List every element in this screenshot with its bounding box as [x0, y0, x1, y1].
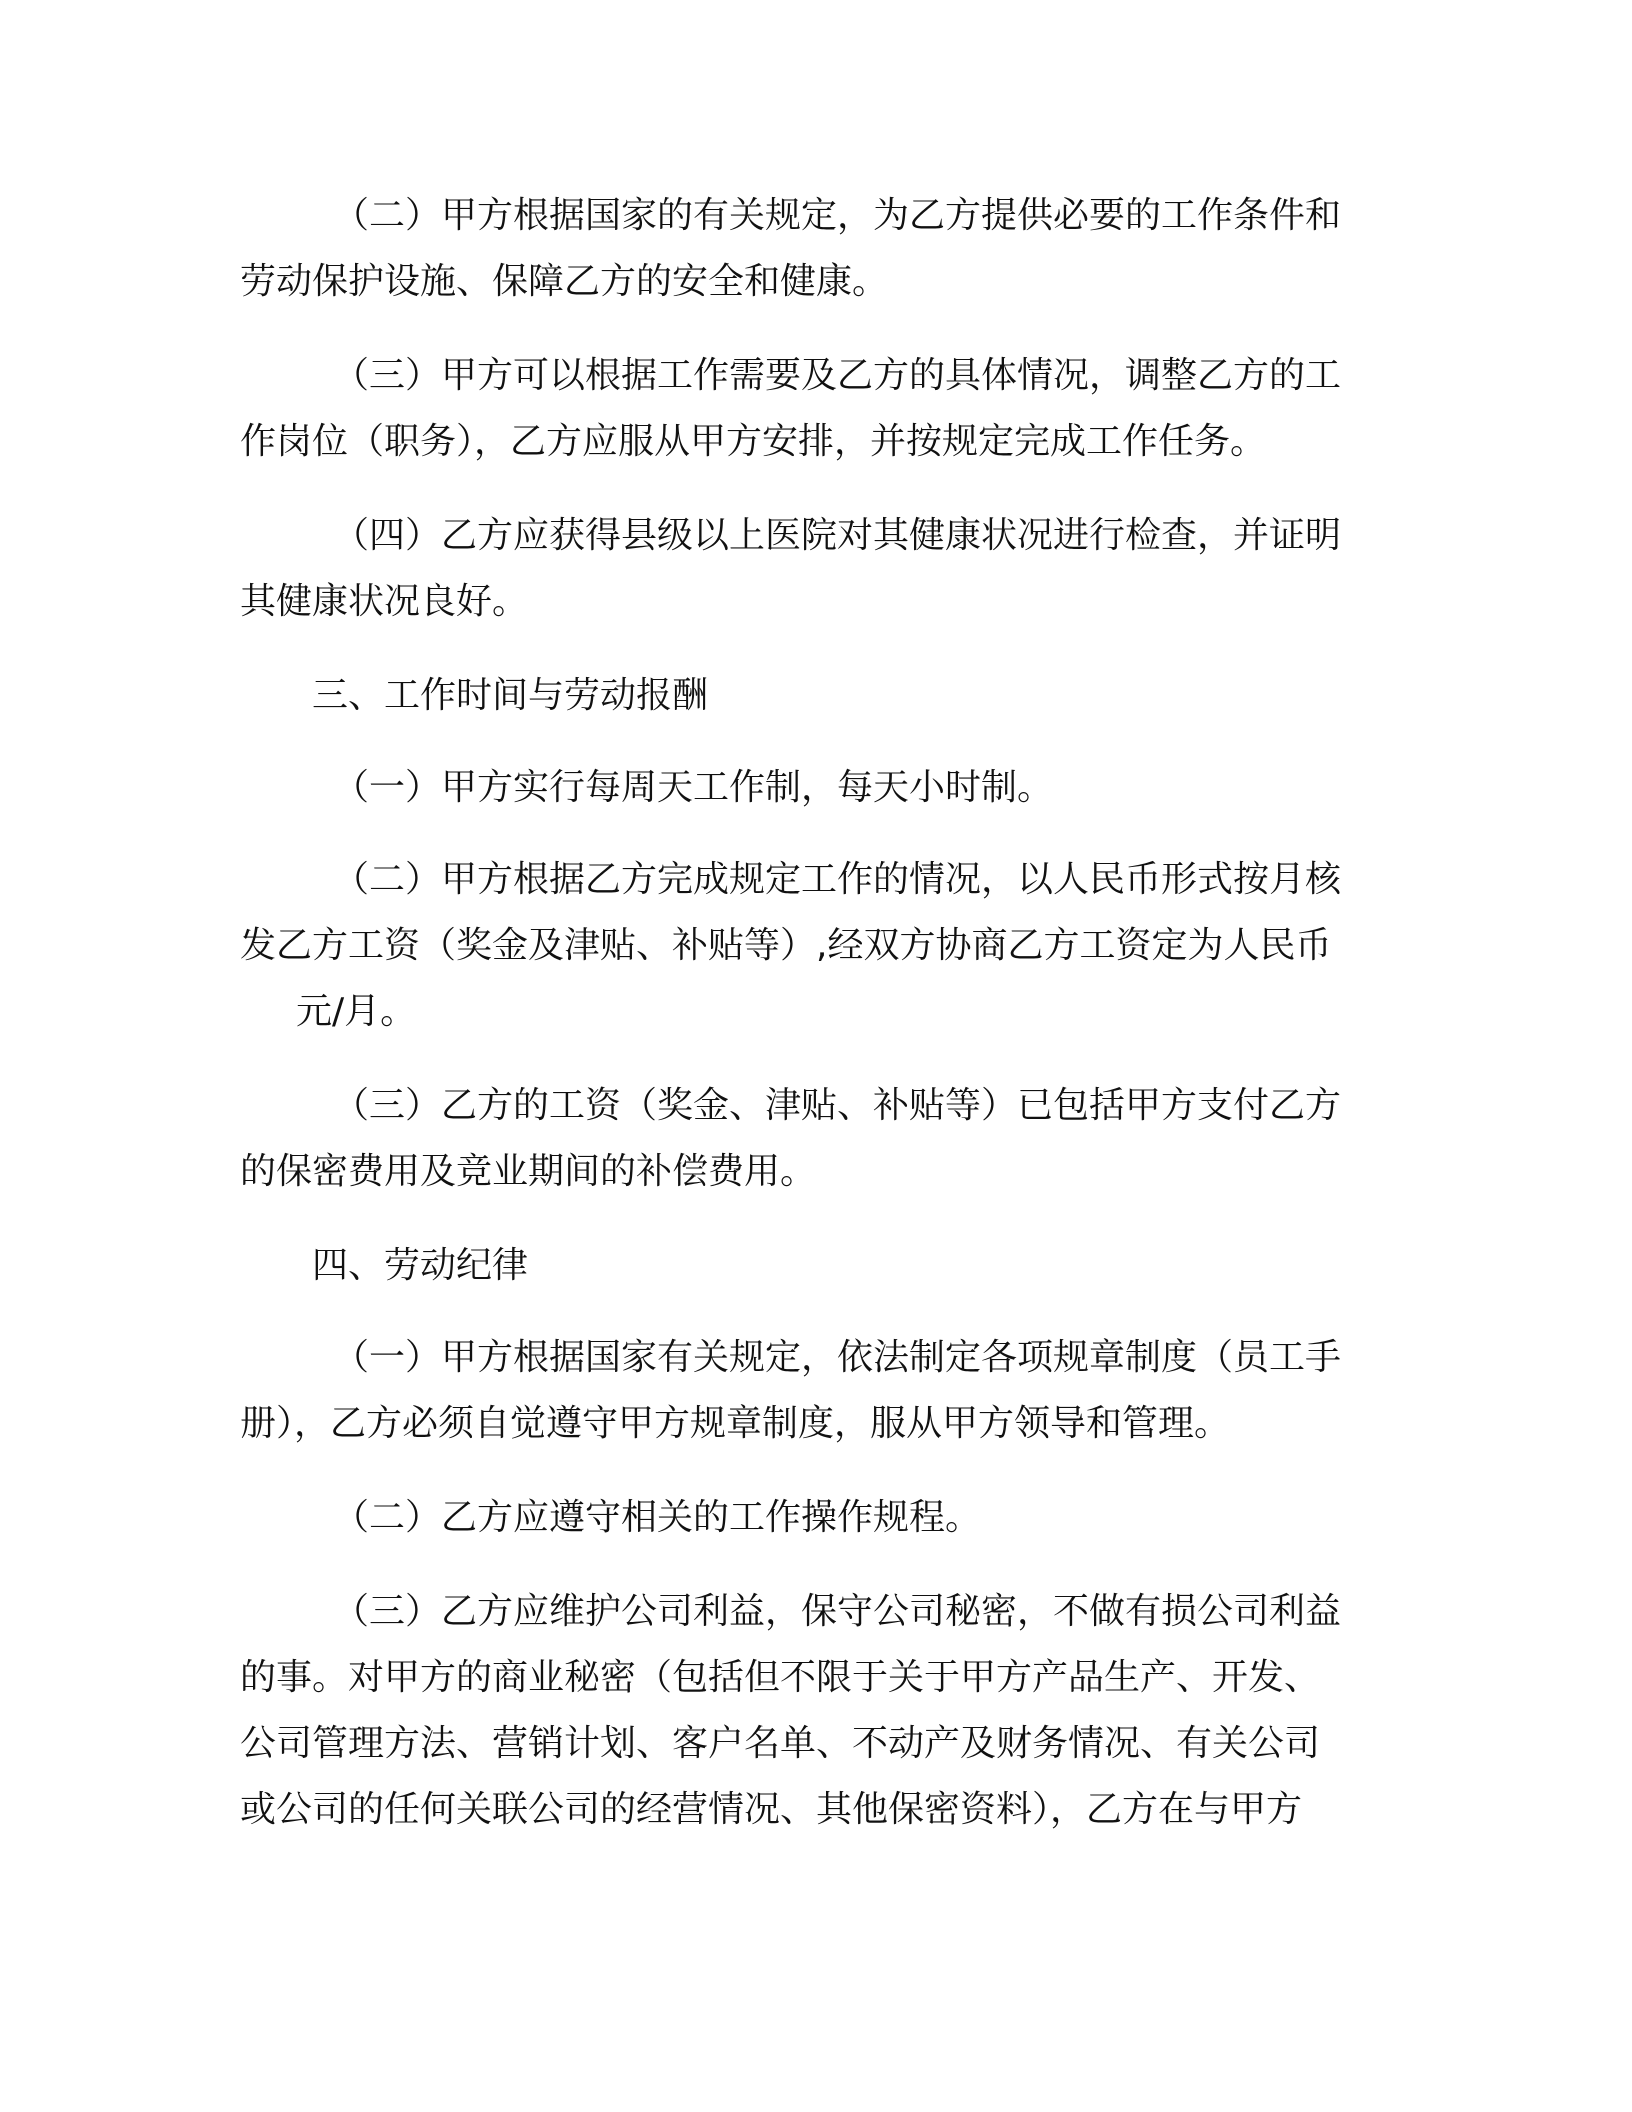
- paragraph-line: （一）甲方根据国家有关规定，依法制定各项规章制度（员工手: [333, 1337, 1342, 1378]
- paragraph-line: 作岗位（职务），乙方应服从甲方安排，并按规定完成工作任务。: [240, 421, 1267, 462]
- paragraph-line: （四）乙方应获得县级以上医院对其健康状况进行检查，并证明: [333, 515, 1342, 556]
- section-heading: 三、工作时间与劳动报酬: [312, 675, 709, 716]
- paragraph-line: 发乙方工资（奖金及津贴、补贴等）,经双方协商乙方工资定为人民币: [240, 925, 1332, 966]
- paragraph-line: （三）乙方应维护公司利益，保守公司秘密，不做有损公司利益: [333, 1591, 1342, 1632]
- paragraph-line: 册），乙方必须自觉遵守甲方规章制度，服从甲方领导和管理。: [240, 1403, 1231, 1444]
- paragraph-line: 元/月。: [296, 991, 417, 1032]
- paragraph-line: （二）乙方应遵守相关的工作操作规程。: [333, 1497, 982, 1538]
- paragraph-line: 的保密费用及竞业期间的补偿费用。: [240, 1151, 817, 1192]
- paragraph-line: （二）甲方根据乙方完成规定工作的情况，以人民币形式按月核: [333, 859, 1342, 900]
- paragraph-line: 或公司的任何关联公司的经营情况、其他保密资料），乙方在与甲方: [240, 1789, 1303, 1830]
- paragraph-line: （三）乙方的工资（奖金、津贴、补贴等）已包括甲方支付乙方: [333, 1085, 1342, 1126]
- paragraph-line: 的事。对甲方的商业秘密（包括但不限于关于甲方产品生产、开发、: [240, 1657, 1321, 1698]
- paragraph-line: （二）甲方根据国家的有关规定，为乙方提供必要的工作条件和: [333, 195, 1342, 236]
- paragraph-line: 其健康状况良好。: [240, 581, 529, 622]
- section-heading: 四、劳动纪律: [312, 1245, 529, 1286]
- paragraph-line: （三）甲方可以根据工作需要及乙方的具体情况，调整乙方的工: [333, 355, 1342, 396]
- paragraph-line: （一）甲方实行每周天工作制，每天小时制。: [333, 767, 1054, 808]
- paragraph-line: 公司管理方法、营销计划、客户名单、不动产及财务情况、有关公司: [240, 1723, 1321, 1764]
- paragraph-line: 劳动保护设施、保障乙方的安全和健康。: [240, 261, 889, 302]
